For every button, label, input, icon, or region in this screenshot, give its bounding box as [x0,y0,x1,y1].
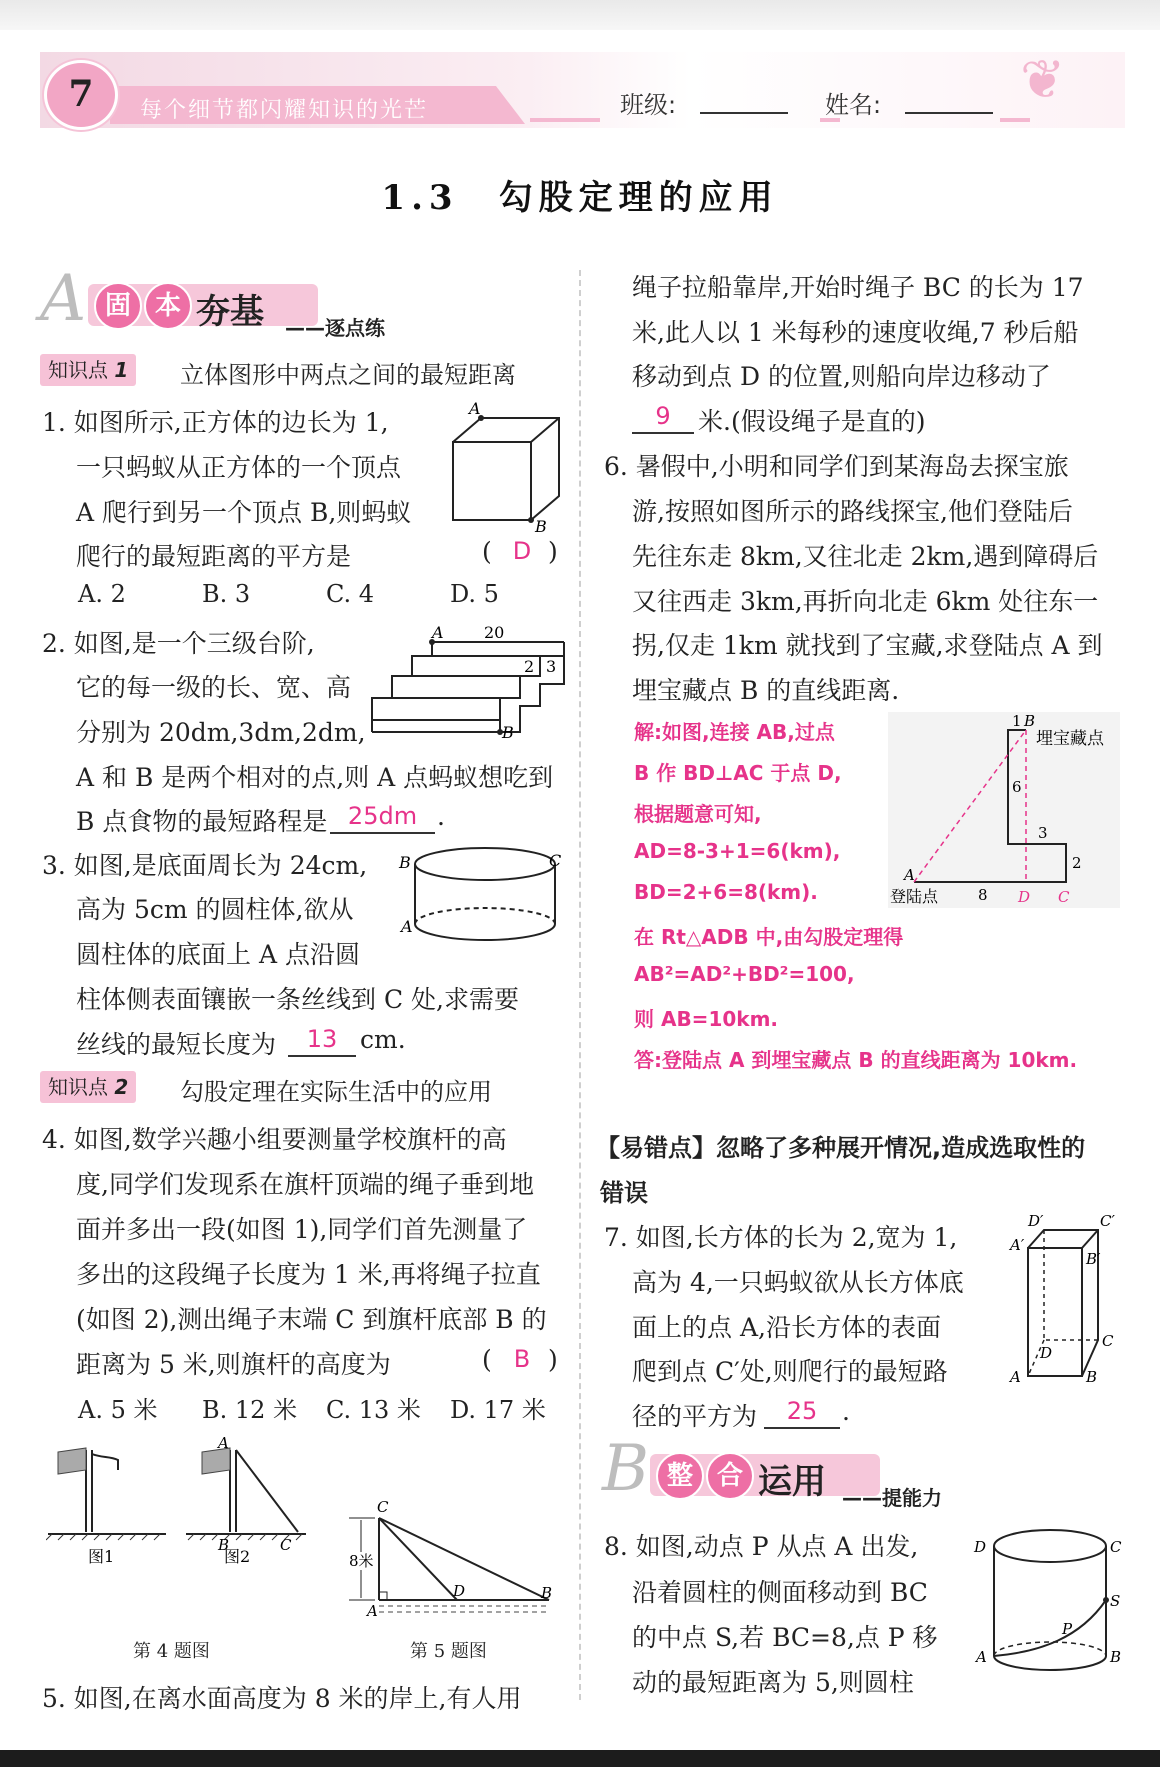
bottom-bar [0,1750,1160,1767]
fig-label: A [367,1602,378,1619]
q4-line: 多出的这段绳子长度为 1 米,再将绳子拉直 [76,1260,541,1289]
fig-label: 8 [978,886,988,904]
section-b-banner [602,1432,982,1510]
q3-line: 圆柱体的底面上 A 点沿圆 [76,940,360,969]
q6-line: 埋宝藏点 B 的直线距离. [632,676,900,705]
section-a-word: 夯基 [196,292,264,332]
cylinder-top [415,848,555,880]
q6-line: 游,按照如图所示的路线探宝,他们登陆后 [632,497,1073,526]
class-label: 班级: [620,91,677,119]
fig-label: B′ [1086,1250,1101,1268]
flourish-icon: ❦ [1020,48,1066,111]
q2-line: 2. 如图,是一个三级台阶, [42,629,315,658]
kp2-tag-text: 知识点 [48,1075,108,1099]
fig-label: D [1018,888,1031,906]
q6-solution: AD=8-3+1=6(km), [634,839,841,863]
q4-paren-right: ) [548,1345,558,1374]
q6-route-figure [888,712,1120,908]
top-bar [0,0,1160,30]
q1-line: 爬行的最短距离的平方是 [76,542,352,571]
point-b [528,517,534,523]
cuboid-hidden [1044,1230,1098,1340]
fig-label: 2 [524,657,535,676]
flag-icon [58,1448,86,1474]
q2-line: B 点食物的最短路程是 [76,807,328,836]
fig-label: C′ [1100,1214,1115,1230]
q1-choice: C. 4 [326,580,375,608]
fig-label: A [218,1436,229,1452]
fig-label: D′ [1028,1214,1044,1230]
q6-line: 6. 暑假中,小明和同学们到某海岛去探宝旅 [604,452,1069,481]
q5-line: 米,此人以 1 米每秒的速度收绳,7 秒后船 [632,318,1079,347]
stairs-side [372,642,564,720]
cylinder-bottom-front [415,924,555,940]
fig-label: C [377,1498,389,1516]
fig-label: A [1010,1368,1021,1386]
q4-choice: D. 17 米 [450,1396,546,1424]
cube-front [453,442,531,520]
q3-line: 柱体侧表面镶嵌一条丝线到 C 处,求需要 [76,985,519,1014]
q5-line: 移动到点 D 的位置,则船向岸边移动了 [632,362,1051,391]
page-title: 1.3 勾股定理的应用 [381,178,779,218]
fig-label: S [1110,1592,1121,1610]
q1-cube-figure [445,400,570,535]
class-blank [700,112,788,114]
q1-line: 1. 如图所示,正方体的边长为 1, [42,408,389,437]
fig-label: B [535,517,547,535]
q3-line: 丝线的最短长度为 [76,1030,277,1059]
q5-end: 米.(假设绳子是直的) [698,407,926,436]
fig-label: A [976,1648,987,1666]
q7-line: 爬到点 C′处,则爬行的最短路 [632,1357,948,1386]
fig-label: D [1040,1344,1053,1362]
kp2-title: 勾股定理在实际生活中的应用 [180,1078,492,1106]
error-point-line: 【易错点】忽略了多种展开情况,造成选取性的 [596,1134,1086,1162]
fig-label: 登陆点 [890,887,939,906]
section-a-char1: 固 [94,282,142,330]
column-divider [579,270,581,1700]
q6-solution: BD=2+6=8(km). [634,880,818,904]
fig-label: B [1086,1368,1098,1386]
kp2-tag [40,1071,136,1103]
q7-line: 高为 4,一只蚂蚁欲从长方体底 [632,1268,964,1297]
point-s [1103,1597,1109,1603]
q4-line: 面并多出一段(如图 1),同学们首先测量了 [76,1215,528,1244]
q1-paren-right: ) [548,537,558,566]
page-number: 7 [44,60,118,130]
rope-dc [379,1518,457,1600]
q7-line: 面上的点 A,沿长方体的表面 [632,1313,941,1342]
q6-solution: B 作 BD⊥AC 于点 D, [634,761,842,785]
rope-1 [92,1454,118,1470]
section-b-char2: 合 [706,1452,754,1500]
q1-choice: A. 2 [78,580,126,608]
fig-label: 2 [1072,854,1082,872]
fig-label: C [1102,1332,1114,1350]
q1-choice: B. 3 [202,580,251,608]
fig-label: 图1 [88,1547,115,1566]
kp1-tag-num: 1 [114,358,129,382]
q7-cuboid-figure [1006,1214,1126,1389]
kp1-title: 立体图形中两点之间的最短距离 [180,361,516,389]
q5-blank [632,432,694,434]
q8-line: 的中点 S,若 BC=8,点 P 移 [632,1623,938,1652]
fig-label: 1 [1012,712,1022,730]
q1-choice: D. 5 [450,580,499,608]
fig-label: C [1058,888,1070,906]
fig-label: D [974,1538,987,1556]
q2-stairs-figure [368,622,568,740]
q7-answer: 25 [786,1397,818,1425]
q3-blank [288,1055,356,1057]
fig-label: C [1110,1538,1122,1556]
q3-cylinder-figure [395,842,565,950]
q5-caption: 第 5 题图 [410,1641,487,1662]
slogan: 每个细节都闪耀知识的光芒 [140,98,429,123]
q2-blank [330,832,435,834]
rope-2 [236,1450,298,1532]
section-b-word: 运用 [758,1462,826,1502]
cylinder-bottom-front [994,1656,1106,1670]
q2-line: 分别为 20dm,3dm,2dm, [76,718,366,747]
right-angle [379,1592,387,1600]
q6-solution: 在 Rt△ADB 中,由勾股定理得 [634,925,904,949]
fig-label: D [453,1582,466,1600]
kp1-tag [40,354,136,386]
q1-paren-left: ( [482,537,492,566]
kp2-tag-num: 2 [114,1075,129,1099]
q4-line: 4. 如图,数学兴趣小组要测量学校旗杆的高 [42,1125,507,1154]
q1-answer: D [512,537,532,565]
error-point-line: 错误 [600,1179,648,1207]
q6-line: 又往西走 3km,再折向北走 6km 处往东一 [632,587,1099,616]
q3-line: 3. 如图,是底面周长为 24cm, [42,851,368,880]
fig-label: B [1024,712,1036,730]
fig-label: 埋宝藏点 [1036,729,1104,749]
fig-label: A [401,917,413,936]
name-blank [905,112,993,114]
q4-choice: B. 12 米 [202,1396,298,1424]
fig-label: B [541,1584,553,1602]
path-ap [994,1600,1106,1656]
q2-end: . [437,802,445,831]
cube-edge [531,418,559,442]
q7-line: 7. 如图,长方体的长为 2,宽为 1, [604,1223,958,1252]
q6-solution: 解:如图,连接 AB,过点 [634,720,835,744]
section-b-sub: ——提能力 [842,1486,942,1510]
q8-line: 沿着圆柱的侧面移动到 BC [632,1578,928,1607]
q2-line: 它的每一级的长、宽、高 [76,673,352,702]
fig-label: A [432,623,444,642]
q5-boat-figure [345,1494,560,1619]
section-a-letter: A [40,262,87,336]
q4-flagpole-figure [46,1436,306,1566]
q6-solution: AB²=AD²+BD²=100, [634,962,855,986]
q7-line: 径的平方为 [632,1402,758,1431]
kp1-tag-text: 知识点 [48,358,108,382]
section-a-sub: ——逐点练 [285,316,385,340]
name-label: 姓名: [825,91,882,119]
fig-label: B [502,723,514,740]
q2-answer: 25dm [347,802,418,830]
q8-line: 8. 如图,动点 P 从点 A 出发, [604,1532,919,1561]
fig-label: 3 [546,657,557,676]
section-b-char1: 整 [656,1452,704,1500]
header-dash [530,118,600,122]
q4-line: 度,同学们发现系在旗杆顶端的绳子垂到地 [76,1170,534,1199]
q5-first-line: 5. 如图,在离水面高度为 8 米的岸上,有人用 [42,1684,522,1713]
fig-label: 20 [484,623,505,642]
fig-label: P [1062,1620,1073,1638]
q4-caption: 第 4 题图 [133,1641,210,1662]
q7-blank [764,1427,840,1429]
q5-answer: 9 [655,402,671,430]
q6-solution: 答:登陆点 A 到埋宝藏点 B 的直线距离为 10km. [634,1048,1078,1072]
q4-choice: A. 5 米 [78,1396,158,1424]
q3-line: 高为 5cm 的圆柱体,欲从 [76,895,354,924]
q4-line: 距离为 5 米,则旗杆的高度为 [76,1350,391,1379]
fig-label: B [1110,1648,1122,1666]
q8-line: 动的最短距离为 5,则圆柱 [632,1668,914,1697]
q4-answer: B [513,1345,531,1373]
section-a-banner [40,262,420,340]
fig-label: A [469,400,481,418]
header-dash [1000,118,1030,122]
cylinder-bottom-back [415,908,555,924]
q6-solution: 根据题意可知, [634,802,762,826]
fig-label: B [218,1536,230,1554]
q7-end: . [842,1397,850,1426]
q5-line: 绳子拉船靠岸,开始时绳子 BC 的长为 17 [632,273,1084,302]
fig-label: B [399,853,411,872]
fig-label: C [549,851,562,870]
q3-answer: 13 [306,1025,338,1053]
cube-back [453,418,559,520]
q4-line: (如图 2),测出绳子末端 C 到旗杆底部 B 的 [76,1305,547,1334]
q4-choice: C. 13 米 [326,1396,421,1424]
q2-line: A 和 B 是两个相对的点,则 A 点蚂蚁想吃到 [76,763,554,792]
q1-line: 一只蚂蚁从正方体的一个顶点 [76,453,402,482]
fig-label: 图2 [224,1547,251,1566]
fig-label: 6 [1012,778,1022,796]
fig-label: 8米 [349,1552,374,1570]
q4-paren-left: ( [482,1345,492,1374]
section-b-letter: B [602,1432,650,1506]
fig-label: 3 [1038,824,1048,842]
q6-line: 先往东走 8km,又往北走 2km,遇到障碍后 [632,542,1099,571]
q1-line: A 爬行到另一个顶点 B,则蚂蚁 [76,498,412,527]
q6-solution: 则 AB=10km. [634,1007,779,1031]
cuboid-edge [1082,1230,1098,1248]
q8-cylinder-figure [970,1522,1125,1682]
q3-end: cm. [360,1025,406,1054]
section-a-char2: 本 [144,282,192,330]
fig-label: C [280,1536,292,1554]
q6-line: 拐,仅走 1km 就找到了宝藏,求登陆点 A 到 [632,631,1103,660]
fig-label: A [904,866,915,884]
cylinder-top [994,1530,1106,1562]
fig-label: A′ [1010,1236,1025,1254]
